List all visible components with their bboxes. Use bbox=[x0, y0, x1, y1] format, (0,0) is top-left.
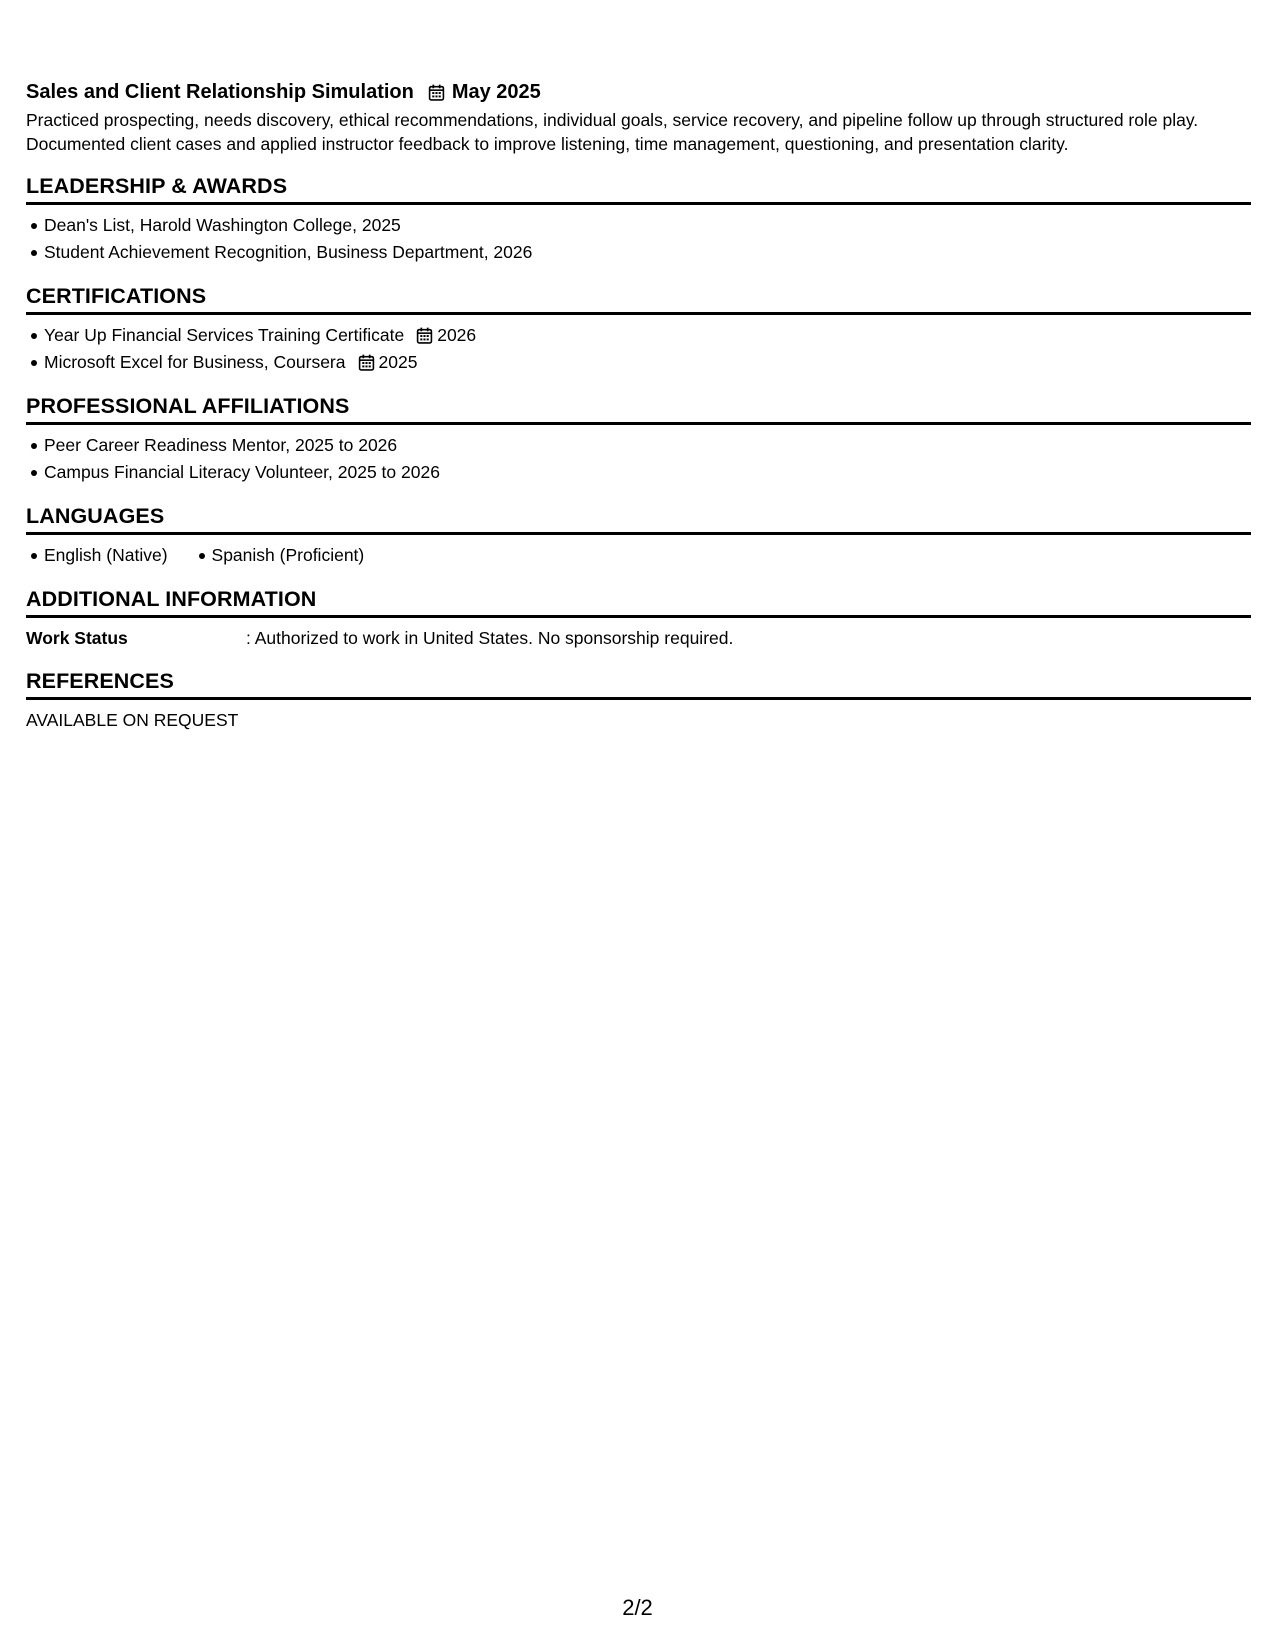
references-section bbox=[26, 667, 1251, 733]
section-divider bbox=[26, 532, 1251, 535]
section-title-references: REFERENCES bbox=[26, 669, 174, 693]
list-item bbox=[44, 239, 1251, 266]
section-divider bbox=[26, 697, 1251, 700]
additional-info-section bbox=[26, 585, 1251, 651]
section-title-certifications: CERTIFICATIONS bbox=[26, 284, 207, 308]
work-status-value: : Authorized to work in United States. No sponsorship required. bbox=[246, 628, 734, 648]
certifications-list bbox=[26, 322, 1251, 376]
work-status-label: Work Status bbox=[26, 628, 128, 648]
language-name: English (Native) bbox=[44, 545, 168, 565]
project-date: May 2025 bbox=[451, 81, 541, 103]
page-number: 2/2 bbox=[622, 1595, 653, 1620]
certification-year: 2026 bbox=[437, 325, 477, 345]
leadership-list bbox=[26, 212, 1251, 266]
section-divider bbox=[26, 615, 1251, 618]
list-item bbox=[44, 459, 1251, 486]
calendar-icon bbox=[358, 354, 375, 371]
affiliations-section bbox=[26, 392, 1251, 486]
list-item-text: Dean's List, Harold Washington College, 2025 bbox=[44, 215, 401, 235]
section-title-additional: ADDITIONAL INFORMATION bbox=[26, 587, 317, 611]
section-divider bbox=[26, 202, 1251, 205]
certification-year: 2025 bbox=[378, 352, 418, 372]
references-text: AVAILABLE ON REQUEST bbox=[26, 710, 239, 730]
leadership-section bbox=[26, 172, 1251, 266]
section-divider bbox=[26, 422, 1251, 425]
calendar-icon bbox=[428, 84, 445, 101]
list-item bbox=[44, 349, 1251, 376]
certification-name: Microsoft Excel for Business, Coursera bbox=[44, 352, 346, 372]
project-description: Practiced prospecting, needs discovery, ethical recommendations, individual goals, service recovery, and pipeline follow up through structured role play. Documented client cases and applied instructor feedback to improve listening, time management, questioning, and presentation clarity. bbox=[26, 110, 1199, 154]
list-item-text: Student Achievement Recognition, Business Department, 2026 bbox=[44, 242, 533, 262]
work-status-row bbox=[26, 625, 1251, 651]
list-item bbox=[44, 432, 1251, 459]
languages-section bbox=[26, 502, 1251, 569]
list-item bbox=[44, 542, 168, 569]
section-divider bbox=[26, 312, 1251, 315]
certifications-section bbox=[26, 282, 1251, 376]
certification-name: Year Up Financial Services Training Certificate bbox=[44, 325, 405, 345]
calendar-icon bbox=[416, 327, 433, 344]
section-title-affiliations: PROFESSIONAL AFFILIATIONS bbox=[26, 394, 350, 418]
project-entry bbox=[26, 78, 1251, 156]
list-item bbox=[44, 212, 1251, 239]
project-heading bbox=[26, 78, 1251, 106]
section-title-languages: LANGUAGES bbox=[26, 504, 165, 528]
affiliations-list bbox=[26, 432, 1251, 486]
language-name: Spanish (Proficient) bbox=[211, 545, 365, 565]
list-item-text: Campus Financial Literacy Volunteer, 2025 to 2026 bbox=[44, 462, 440, 482]
list-item bbox=[212, 542, 365, 569]
section-title-leadership: LEADERSHIP & AWARDS bbox=[26, 174, 288, 198]
list-item bbox=[44, 322, 1251, 349]
resume-page bbox=[26, 78, 1251, 733]
project-title: Sales and Client Relationship Simulation bbox=[26, 81, 414, 103]
languages-list bbox=[26, 542, 1251, 569]
list-item-text: Peer Career Readiness Mentor, 2025 to 2026 bbox=[44, 435, 398, 455]
